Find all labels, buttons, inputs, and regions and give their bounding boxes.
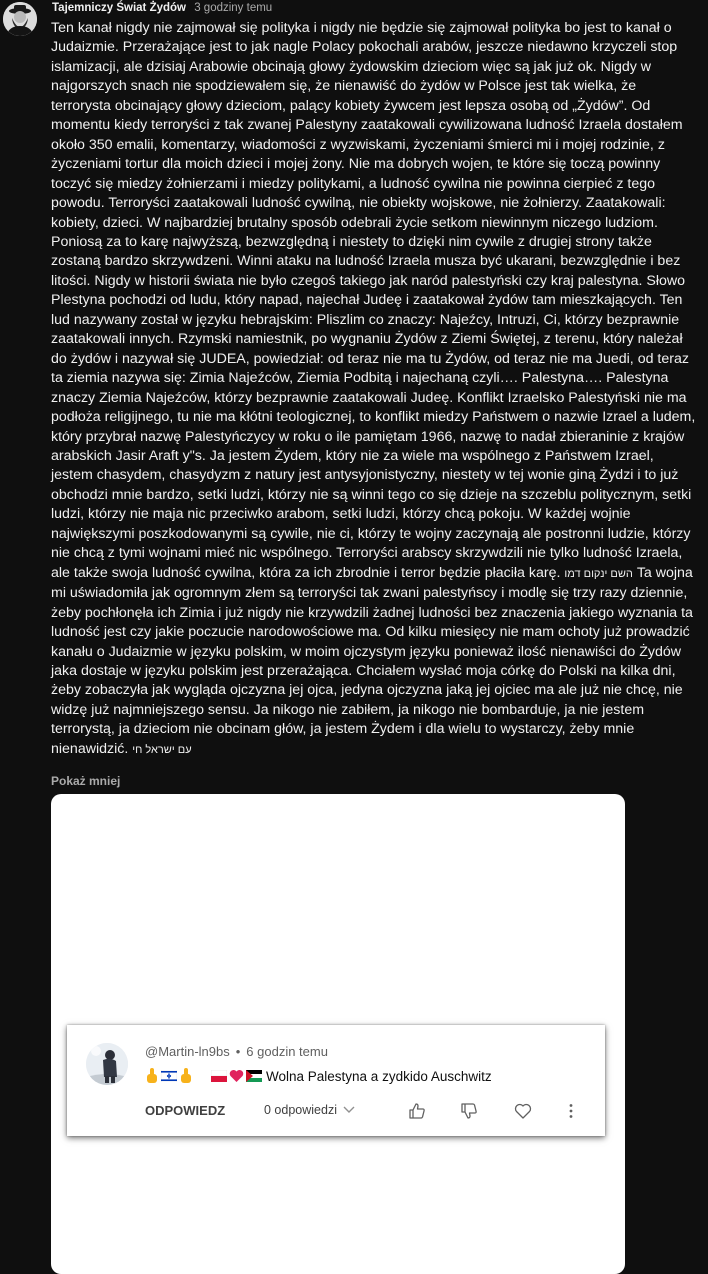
embedded-comment-avatar bbox=[86, 1043, 128, 1085]
show-less-button[interactable]: Pokaż mniej bbox=[51, 774, 121, 788]
comment-text-part-1: Ten kanał nigdy nie zajmował się polityka i nigdy nie będzie się zajmował polityka bo jest to kanał o Judaizmie. Przerażające jest to jak nagle Polacy pokochali arabów, jeszcze niedawno krzyczeli stop islamizacji, ale dzisiaj Arabowie obcinają głowy żydowskim dzieciom więc są jak już ok. Nigdy w najgorszych snach nie spodziewałem się, że nienawiść do żydów w Polsce jest tak wielka, że terrorysta obcinający głowy dzieciom, palący kobiety żywcem jest lepsza osobą od „Żydów”. Od momentu kiedy terroryści z tak zwanej Palestyny zaatakowali cywilizowana ludność Izraela dostałem około 350 emalii, komentarzy, wiadomości z wyzwiskami, życzeniami śmierci mi i mojej rodzinie, z życzeniami tortur dla moich dzieci i mojej żony. Nie ma dobrych wojen, te które się toczą powinny toczyć się miedzy żołnierzami i miedzy politykami, a ludność cywilna nie powinna cierpieć z tego powodu. Terroryści zaatakowali ludność cywilną, nie obiekty wojskowe, nie żołnierzy. Zaatakowali: kobiety, dzieci. W najbardziej brutalny sposób odebrali życie setkom niewinnym niczego ludziom. Poniosą za to karę najwyższą, bezwzględną i niestety to dzięki nim cywile z drugiej strony także zostaną bardzo skrzywdzeni. Winni ataku na ludność Izraela musza być ukarani, bezwzględnie i bez litości. Nigdy w historii świata nie było czegoś takiego jak naród palestyński czy kraj palestyna. Słowo Plestyna pochodzi od ludu, który napad, najechał Judeę i zaatakował żydów tam mieszkających. Ten lud nazywany został w języku hebrajskim: Pliszlim co znaczy: Najeźcy, Intruzi, Ci, którzy bezprawnie zaatakowali innych. Rzymski namiestnik, po wygnaniu Żydów z Ziemi Świętej, z terenu, który należał do żydów i nazywał się JUDEA, powiedział: od teraz nie ma tu Żydów, od teraz nie ma Juedi, od teraz ta ziemia nazywa się: Zimia Najeźców, Ziemia Podbitą i najechaną czyli…. Palestyna…. Palestyna znaczy Ziemia Najeźców, którzy bezprawnie zaatakowali Judeę. Konflikt Izraelsko Palestyński nie ma podłoża religijnego, tu nie ma kłótni teologicznej, to konflikt miedzy Państwem o nazwie Izrael a ludem, który przybrał nazwę Palestyńczycy w roku o ile pamiętam 1966, nazwę to nadał zbieraninie z krajów arabskich Jasir Araft y"s. Ja jestem Żydem, który nie za wiele ma wspólnego z Państwem Izrael, jestem chasydem, chasydyzm z natury jest antysyjonistyczny, niestety w tej wonie giną Żydzi i to już obchodzi mnie bardzo, setki ludzi, którzy nie są winni tego co się dzieje na szczeblu politycznym, setki ludzi, którzy nie maja nic przeciwko arabom, setki ludzi, którzy chcą pokoju. W każdej wojnie największymi poszkodowanymi są cywile, nie ci, którzy te wojny zaczynają ale postronni ludzie, którzy nie chcą z tymi wojnami mieć nic wspólnego. Terroryści arabscy skrzywdzili nie tylko ludność Izraela, ale także swoja ludność cywilna, która za ich zbrodnie i terror będzie płaciła karę. bbox=[51, 20, 696, 581]
middle-finger-icon bbox=[179, 1068, 193, 1084]
hebrew-phrase-1: השם ינקום דמו bbox=[564, 567, 633, 580]
embedded-comment-actions bbox=[145, 1101, 595, 1123]
comment-text-part-2: Ta wojna mi uświadomiła jak ogromnym złem są terroryści tak zwani palestyńscy i modlę się trzy razy dziennie, żeby pochłonęła ich Zimia i już nigdy nie krzywdzili żadnej ludności bez znaczenia jakiego wyznania ta ludność jest czy jakie poczucie narodowościowe ma. Od kilku miesięcy nie mam ochoty już prowadzić kanału o Judaizmie w języku polskim, w moim ojczystym języku ponieważ ilość nienawiści do Żydów jaka dostaje w języku polskim jest przerażająca. Chciałem wysłać moja córkę do Polski na kilka dni, żeby zobaczyła jak wygląda ojczyzna jej ojca, jedyna ojczyzna jaką jej ojciec ma ale już nie chcę, nie widzę już najmniejszego sensu. Ja nikogo nie zabiłem, ja nikogo nie bombarduje, ja nie jestem terrorystą, ja dzieciom nie obcinam głów, ja jestem Żydem i dla wielu to wystarczy, żeby mnie nienawidzić. bbox=[51, 564, 693, 757]
person-photo-icon bbox=[86, 1043, 128, 1085]
comment-text bbox=[51, 19, 699, 760]
comment-header bbox=[52, 1, 272, 15]
embedded-comment-text-row bbox=[145, 1068, 492, 1084]
rabbi-avatar-icon bbox=[3, 2, 37, 36]
thumbs-down-icon bbox=[459, 1101, 479, 1121]
heart-outline-icon bbox=[513, 1101, 533, 1121]
palestine-flag-icon bbox=[246, 1070, 262, 1082]
embedded-comment-time: 6 godzin temu bbox=[246, 1044, 328, 1059]
embedded-comment-card bbox=[67, 1025, 605, 1136]
red-heart-icon bbox=[229, 1069, 244, 1083]
embedded-comment-author: @Martin-ln9bs bbox=[145, 1044, 230, 1059]
comment-time[interactable]: 3 godziny temu bbox=[194, 2, 273, 14]
middle-finger-icon bbox=[145, 1068, 159, 1084]
attached-image[interactable] bbox=[51, 794, 625, 1274]
israel-flag-icon bbox=[161, 1070, 177, 1082]
hebrew-phrase-2: עם ישראל חי bbox=[132, 743, 192, 756]
embedded-comment-header bbox=[145, 1044, 328, 1059]
poland-flag-icon bbox=[211, 1070, 227, 1082]
chevron-down-icon bbox=[343, 1106, 355, 1114]
emoji-group-left bbox=[145, 1068, 193, 1084]
comment-body bbox=[51, 19, 699, 760]
more-options-icon bbox=[561, 1101, 581, 1121]
thumbs-up-icon bbox=[407, 1101, 427, 1121]
reply-button: ODPOWIEDZ bbox=[145, 1103, 226, 1118]
emoji-group-right bbox=[211, 1069, 262, 1083]
header-separator: • bbox=[235, 1044, 241, 1059]
replies-count: 0 odpowiedzi bbox=[264, 1103, 337, 1117]
channel-avatar[interactable] bbox=[3, 2, 37, 36]
comment-author[interactable]: Tajemniczy Świat Żydów bbox=[52, 2, 186, 14]
replies-toggle bbox=[264, 1103, 355, 1117]
embedded-comment-text: Wolna Palestyna a zydkido Auschwitz bbox=[266, 1068, 492, 1084]
